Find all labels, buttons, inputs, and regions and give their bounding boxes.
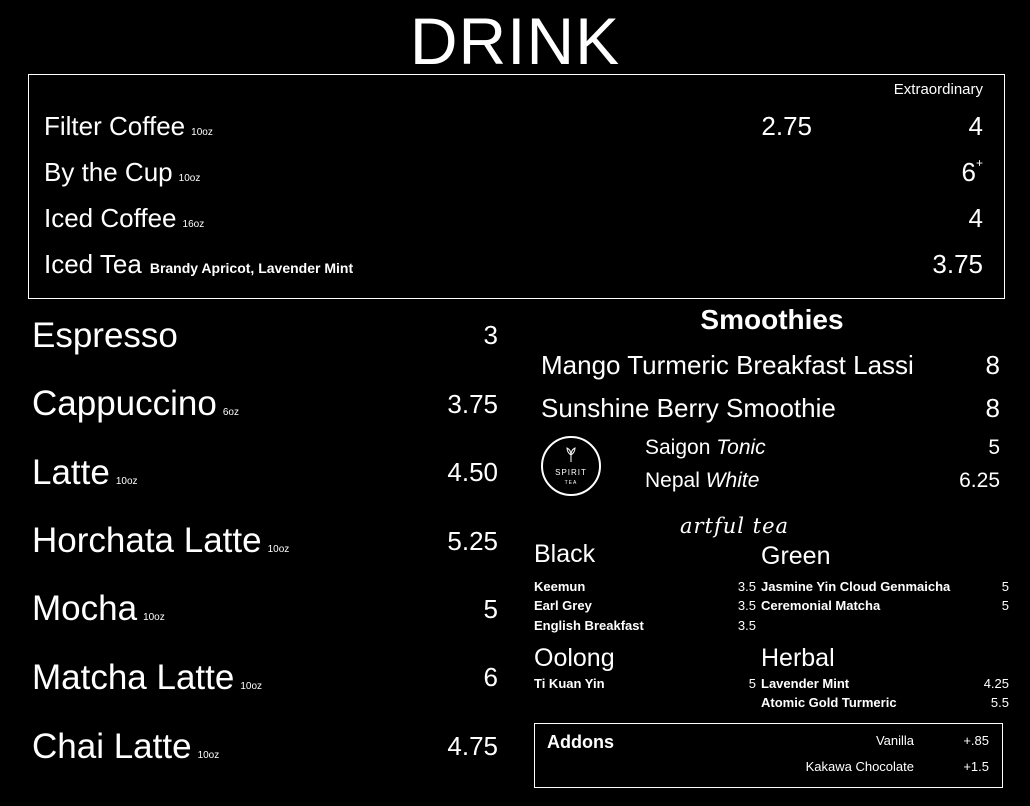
tea-name: Ti Kuan Yin <box>534 676 605 691</box>
item-name: Horchata Latte <box>32 521 262 560</box>
tea-name: Jasmine Yin Cloud Genmaicha <box>761 579 951 594</box>
smoothies-heading: Smoothies <box>700 304 844 335</box>
item-size: 6oz <box>222 407 239 418</box>
item-price: 4.50 <box>447 457 498 487</box>
item-name: Filter Coffee <box>44 111 186 141</box>
item-price-extraordinary: 4 <box>968 111 983 141</box>
item-flavors: Brandy Apricot, Lavender Mint <box>149 260 354 276</box>
tea-name: English Breakfast <box>534 618 644 633</box>
tea-name: Lavender Mint <box>761 676 850 691</box>
tea-price: 5 <box>988 436 1000 459</box>
item-name: Matcha Latte <box>32 658 235 697</box>
tea-category-heading: Oolong <box>534 644 615 672</box>
item-name: Iced Coffee <box>44 203 177 233</box>
tea-name: Earl Grey <box>534 598 592 613</box>
spirit-logo-text: SPIRIT <box>555 468 587 477</box>
item-size: 10oz <box>115 476 138 487</box>
tea-name: Saigon <box>645 436 711 459</box>
espresso-item <box>32 523 289 558</box>
item-size: 16oz <box>182 219 205 230</box>
coffee-item <box>44 205 204 231</box>
item-size: 10oz <box>240 681 263 692</box>
item-name: By the Cup <box>44 157 173 187</box>
tea-price: 3.5 <box>737 579 756 594</box>
price-sup: + <box>975 156 983 170</box>
item-name: Latte <box>32 453 110 492</box>
item-name: Chai Latte <box>32 727 192 766</box>
smoothie-name: Mango Turmeric Breakfast Lassi <box>541 350 914 380</box>
smoothie-price: 8 <box>985 393 1000 423</box>
item-name: Espresso <box>32 316 178 355</box>
item-price: 3 <box>483 320 498 350</box>
item-name: Iced Tea <box>44 249 142 279</box>
addons-heading: Addons <box>547 732 614 752</box>
tea-price: 6.25 <box>959 469 1000 492</box>
item-size: 10oz <box>197 750 220 761</box>
item-size: 10oz <box>267 544 290 555</box>
spirit-tea-logo <box>541 436 601 496</box>
item-size: 10oz <box>191 127 213 138</box>
spirit-tea-item <box>645 470 759 491</box>
coffee-item <box>44 113 213 139</box>
item-price: 2.75 <box>761 111 812 141</box>
tea-name: Keemun <box>534 579 586 594</box>
tea-name: Nepal <box>645 469 700 492</box>
tea-style: White <box>705 469 760 492</box>
tea-name: Atomic Gold Turmeric <box>761 695 897 710</box>
tea-price: 3.5 <box>737 598 756 613</box>
addon-name: Kakawa Chocolate <box>805 759 914 774</box>
espresso-item <box>32 455 138 490</box>
addon-name: Vanilla <box>875 733 914 748</box>
espresso-item <box>32 660 262 695</box>
item-price: 4.75 <box>447 731 498 761</box>
tea-category-heading: Green <box>761 542 831 570</box>
item-price-extraordinary <box>900 156 983 187</box>
espresso-item <box>32 318 178 353</box>
artful-tea-logo: artful tea <box>680 514 790 538</box>
coffee-item <box>44 251 353 277</box>
tea-name: Ceremonial Matcha <box>761 598 881 613</box>
item-price: 5 <box>483 594 498 624</box>
menu-title: DRINK <box>409 4 621 78</box>
addon-price: +.85 <box>963 733 989 748</box>
price-value: 6 <box>961 157 976 187</box>
espresso-item <box>32 386 239 421</box>
item-name: Cappuccino <box>32 384 217 423</box>
item-price: 5.25 <box>447 526 498 556</box>
espresso-item <box>32 729 219 764</box>
item-size: 10oz <box>143 612 165 623</box>
espresso-item <box>32 591 165 626</box>
item-name: Mocha <box>32 589 138 628</box>
addon-price: +1.5 <box>963 759 989 774</box>
spirit-tea-item <box>645 437 766 458</box>
item-price: 6 <box>483 662 498 692</box>
tea-price: 5 <box>748 676 756 691</box>
leaf-icon <box>566 446 576 462</box>
tea-price: 3.5 <box>737 618 756 633</box>
tea-price: 5.5 <box>990 695 1009 710</box>
item-size: 10oz <box>178 173 201 184</box>
tea-category-heading: Black <box>534 540 596 568</box>
smoothie-price: 8 <box>985 350 1000 380</box>
tea-category-heading: Herbal <box>761 644 835 672</box>
item-price: 3.75 <box>447 389 498 419</box>
tea-price: 5 <box>1001 598 1009 613</box>
coffee-item <box>44 159 200 185</box>
extraordinary-header: Extraordinary <box>893 81 983 98</box>
spirit-logo-sub: TEA <box>564 480 578 486</box>
smoothie-name: Sunshine Berry Smoothie <box>541 393 836 423</box>
item-price-extraordinary: 3.75 <box>932 249 983 279</box>
tea-price: 5 <box>1001 579 1009 594</box>
item-price-extraordinary: 4 <box>968 203 983 233</box>
tea-price: 4.25 <box>983 676 1009 691</box>
tea-style: Tonic <box>716 436 766 459</box>
